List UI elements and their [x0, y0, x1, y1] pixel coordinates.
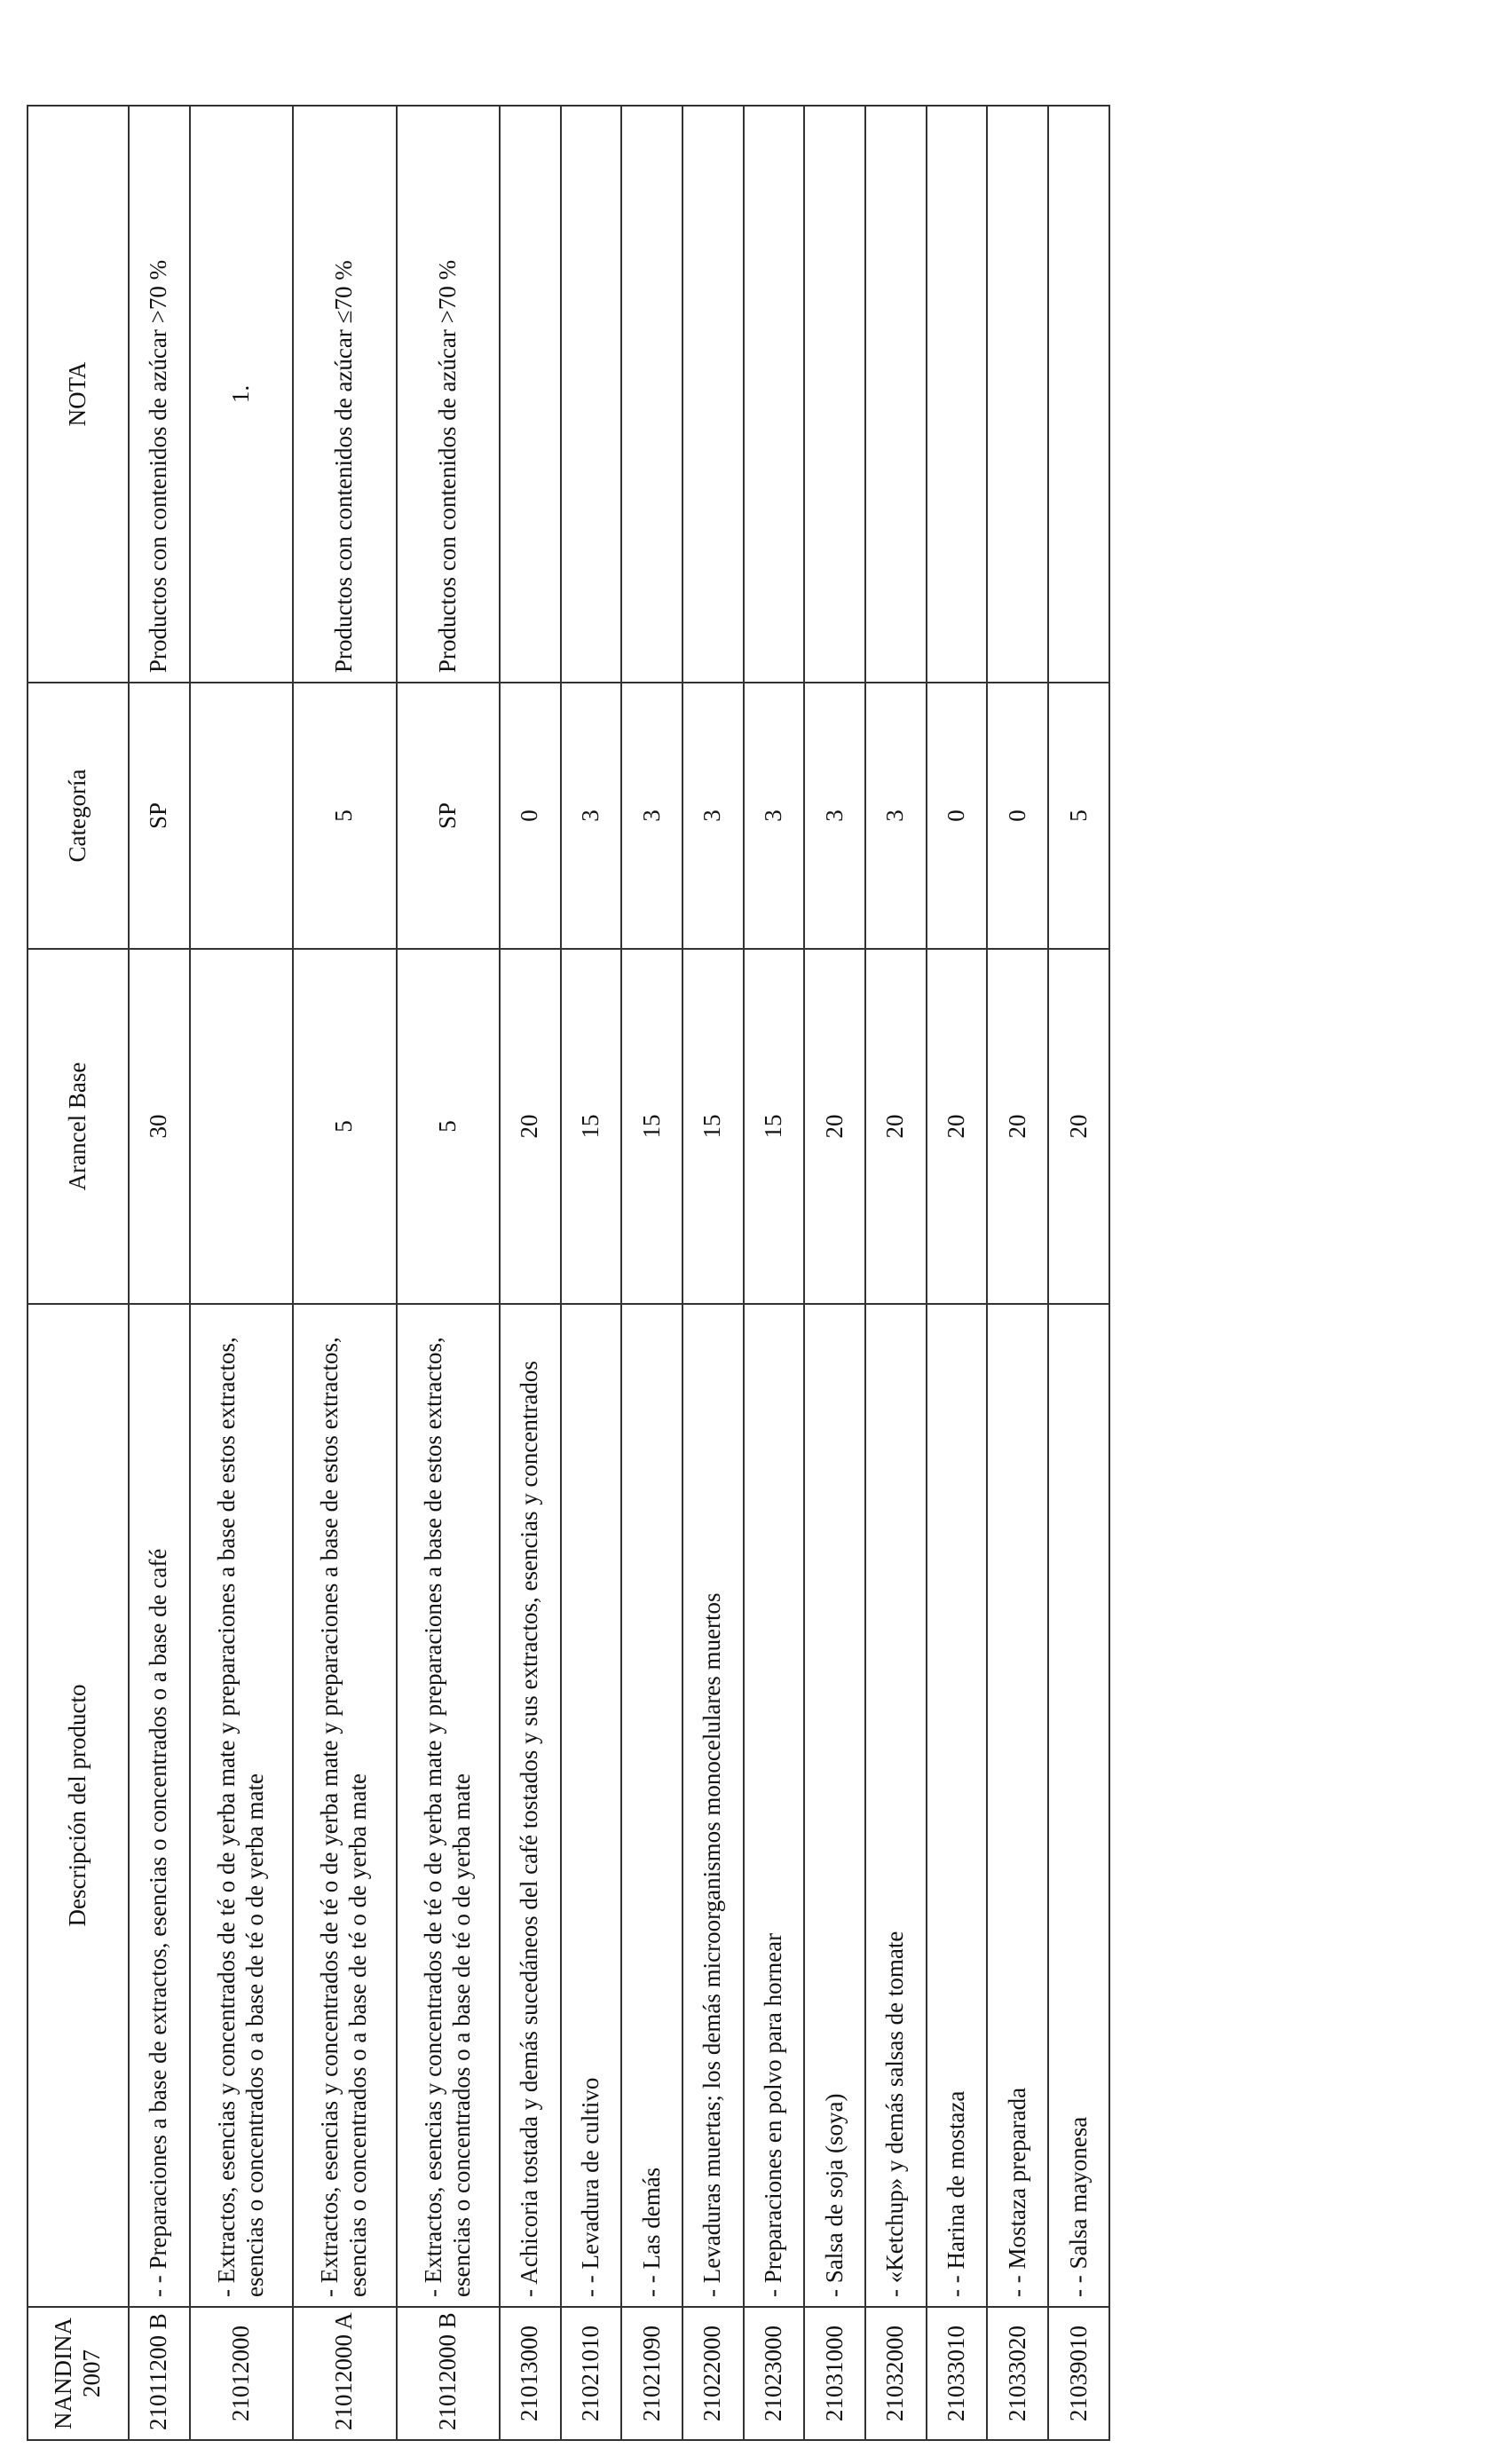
cell-code: 21021010 — [561, 2307, 622, 2440]
cell-base-rate — [190, 949, 293, 1304]
table-row — [865, 106, 927, 2440]
cell-category: SP — [129, 683, 190, 949]
cell-note — [804, 106, 865, 683]
cell-description: - Salsa de soja (soya) — [804, 1304, 865, 2307]
cell-note — [500, 106, 561, 683]
cell-description: - Levaduras muertas; los demás microorganismos monocelulares muertos — [682, 1304, 744, 2307]
cell-category: 3 — [804, 683, 865, 949]
cell-category: 0 — [987, 683, 1048, 949]
header-category: Categoría — [28, 683, 129, 949]
cell-code: 21033020 — [987, 2307, 1048, 2440]
cell-description: - Extractos, esencias y concentrados de té o de yerba mate y preparaciones a base de estos extractos, esencias o concentrados o a base de té o de yerba mate — [293, 1304, 396, 2307]
table-row — [561, 106, 622, 2440]
cell-note — [561, 106, 622, 683]
cell-description: - - Harina de mostaza — [927, 1304, 988, 2307]
cell-note — [682, 106, 744, 683]
cell-code: 21021090 — [621, 2307, 682, 2440]
cell-note: 1. — [190, 106, 293, 683]
table-row — [621, 106, 682, 2440]
cell-category: 3 — [561, 683, 622, 949]
cell-code: 21012000 — [190, 2307, 293, 2440]
cell-note — [621, 106, 682, 683]
cell-category — [190, 683, 293, 949]
tariff-schedule-table — [27, 105, 1110, 2441]
cell-note — [927, 106, 988, 683]
cell-code: 21033010 — [927, 2307, 988, 2440]
cell-description: - - Las demás — [621, 1304, 682, 2307]
cell-description: - - Mostaza preparada — [987, 1304, 1048, 2307]
cell-code: 21012000 A — [293, 2307, 396, 2440]
cell-note — [1048, 106, 1109, 683]
cell-description: - Preparaciones en polvo para hornear — [744, 1304, 805, 2307]
table-row — [500, 106, 561, 2440]
cell-category: 5 — [1048, 683, 1109, 949]
cell-description: - - Salsa mayonesa — [1048, 1304, 1109, 2307]
cell-base-rate: 20 — [987, 949, 1048, 1304]
table-row — [927, 106, 988, 2440]
cell-category: 3 — [621, 683, 682, 949]
cell-base-rate: 15 — [682, 949, 744, 1304]
cell-note: Productos con contenidos de azúcar ≤70 % — [293, 106, 396, 683]
cell-category: 0 — [500, 683, 561, 949]
table-row — [1048, 106, 1109, 2440]
rotated-page — [27, 107, 1110, 2441]
cell-base-rate: 20 — [1048, 949, 1109, 1304]
table-row — [293, 106, 396, 2440]
table-header-row — [28, 106, 129, 2440]
table-row — [682, 106, 744, 2440]
cell-description: - - Preparaciones a base de extractos, esencias o concentrados o a base de café — [129, 1304, 190, 2307]
cell-description: - Achicoria tostada y demás sucedáneos del café tostados y sus extractos, esencias y concentrados — [500, 1304, 561, 2307]
cell-code: 21012000 B — [397, 2307, 500, 2440]
cell-code: 21032000 — [865, 2307, 927, 2440]
cell-description: - - Levadura de cultivo — [561, 1304, 622, 2307]
table-row — [397, 106, 500, 2440]
cell-description: - «Ketchup» y demás salsas de tomate — [865, 1304, 927, 2307]
cell-code: 21031000 — [804, 2307, 865, 2440]
cell-code: 21023000 — [744, 2307, 805, 2440]
cell-base-rate: 20 — [865, 949, 927, 1304]
cell-category: 3 — [682, 683, 744, 949]
cell-base-rate: 20 — [804, 949, 865, 1304]
cell-category: SP — [397, 683, 500, 949]
cell-base-rate: 5 — [293, 949, 396, 1304]
cell-category: 3 — [744, 683, 805, 949]
cell-code: 21039010 — [1048, 2307, 1109, 2440]
header-description: Descripción del producto — [28, 1304, 129, 2307]
cell-category: 3 — [865, 683, 927, 949]
header-note: NOTA — [28, 106, 129, 683]
cell-code: 21011200 B — [129, 2307, 190, 2440]
cell-note — [744, 106, 805, 683]
cell-note — [987, 106, 1048, 683]
cell-code: 21013000 — [500, 2307, 561, 2440]
table-row — [129, 106, 190, 2440]
table-row — [987, 106, 1048, 2440]
table-row — [744, 106, 805, 2440]
cell-note — [865, 106, 927, 683]
header-nandina: NANDINA 2007 — [28, 2307, 129, 2440]
cell-base-rate: 20 — [500, 949, 561, 1304]
header-base-rate: Arancel Base — [28, 949, 129, 1304]
cell-code: 21022000 — [682, 2307, 744, 2440]
cell-note: Productos con contenidos de azúcar >70 % — [397, 106, 500, 683]
cell-base-rate: 5 — [397, 949, 500, 1304]
cell-category: 5 — [293, 683, 396, 949]
cell-base-rate: 30 — [129, 949, 190, 1304]
cell-base-rate: 15 — [561, 949, 622, 1304]
cell-base-rate: 15 — [744, 949, 805, 1304]
cell-base-rate: 20 — [927, 949, 988, 1304]
cell-description: - Extractos, esencias y concentrados de té o de yerba mate y preparaciones a base de estos extractos, esencias o concentrados o a base de té o de yerba mate — [397, 1304, 500, 2307]
table-row — [804, 106, 865, 2440]
table-row — [190, 106, 293, 2440]
cell-note: Productos con contenidos de azúcar >70 % — [129, 106, 190, 683]
cell-base-rate: 15 — [621, 949, 682, 1304]
cell-category: 0 — [927, 683, 988, 949]
cell-description: - Extractos, esencias y concentrados de té o de yerba mate y preparaciones a base de estos extractos, esencias o concentrados o a base de té o de yerba mate — [190, 1304, 293, 2307]
